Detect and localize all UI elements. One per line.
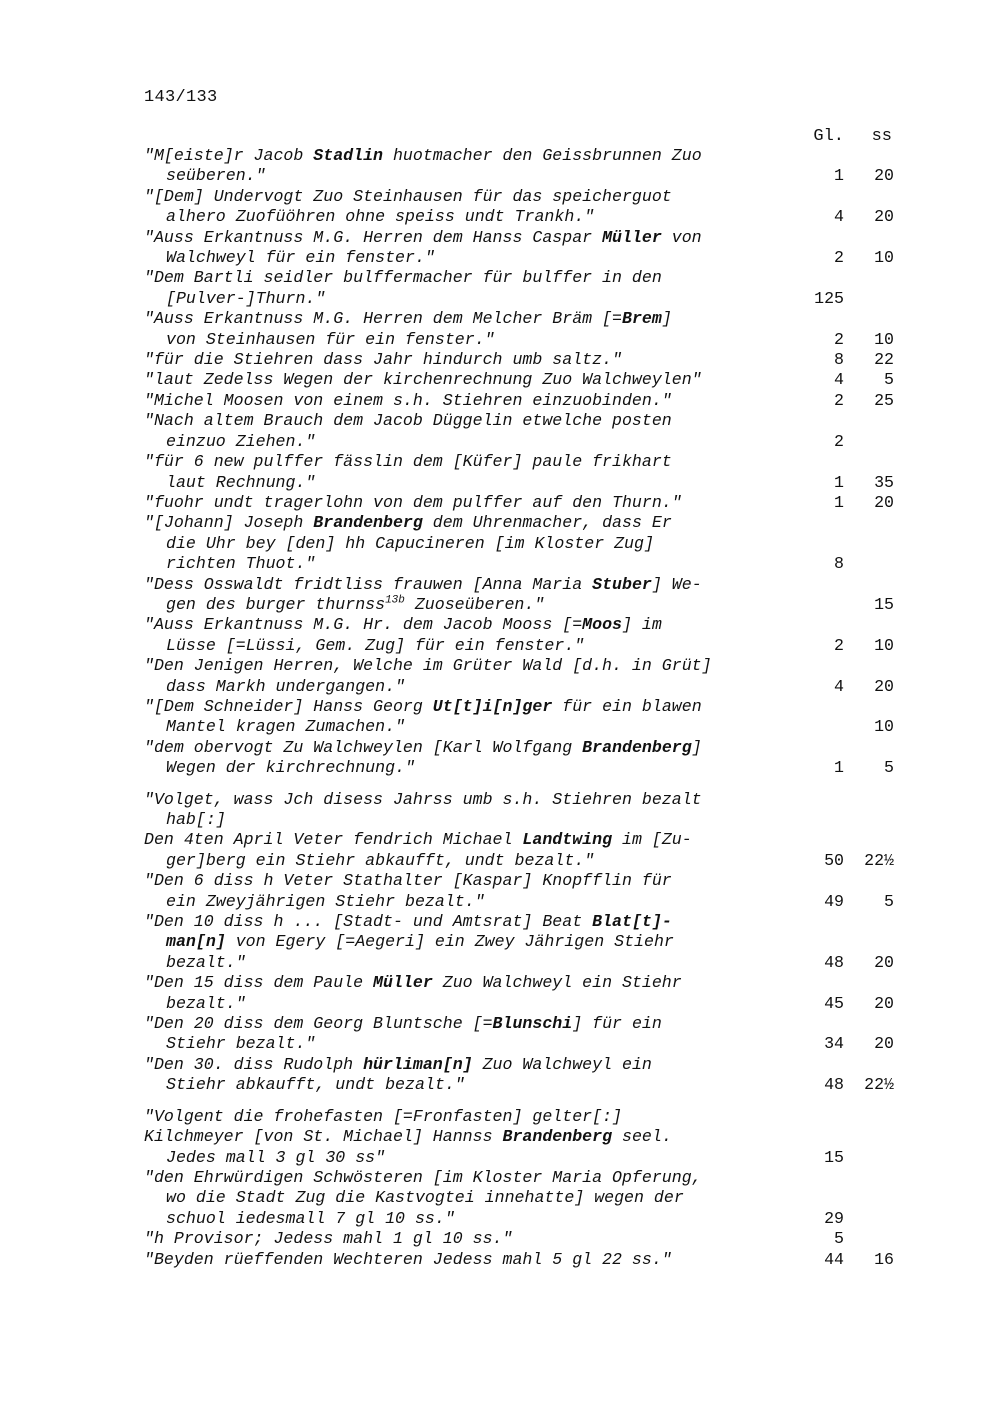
entry-text-part: "Dess Osswaldt fridtliss frauwen [Anna Maria xyxy=(144,574,593,594)
entry-line xyxy=(144,146,784,166)
amount-gulden: 29 xyxy=(824,1208,844,1228)
entry-text-part: Wegen der kirchrechnung." xyxy=(166,758,415,778)
entry-text-part: "den Ehrwürdigen Schwösteren [im Kloster Maria Opferung, xyxy=(144,1167,702,1187)
entry-line xyxy=(144,1250,784,1270)
surname: Stadlin xyxy=(313,146,384,165)
entry-text-part: "dem obervogt Zu Walchweylen [Karl Wolfgang xyxy=(144,737,583,757)
entry-text-part: "Volgent die frohefasten [=Fronfasten] gelter[:] xyxy=(144,1106,622,1126)
entry-text-part: "M[eiste]r Jacob xyxy=(144,146,314,165)
entry-text-part: "Michel Moosen von einem s.h. Stiehren einzuobinden." xyxy=(144,390,672,410)
entry-line xyxy=(144,851,784,871)
ledger-entry xyxy=(144,370,904,390)
ledger-entry xyxy=(144,973,904,1014)
surname: Müller xyxy=(602,227,662,247)
entry-text xyxy=(144,790,784,831)
entry-line xyxy=(144,871,784,891)
entry-text-part: "Den 10 diss h ... [Stadt- und Amtsrat] Beat xyxy=(144,912,593,932)
amount-gulden: 8 xyxy=(834,554,844,574)
ledger-entry xyxy=(144,615,904,656)
ledger-entry xyxy=(144,391,904,411)
entry-line xyxy=(144,758,784,778)
page-number: 143/133 xyxy=(144,88,218,107)
entry-text-part: Mantel kragen Zumachen." xyxy=(166,717,405,737)
ledger-entry xyxy=(144,738,904,779)
entry-line xyxy=(144,953,784,973)
entry-text-part: "Dem Bartli seidler bulffermacher für bulffer in den xyxy=(144,268,662,288)
amount-schilling: 22½ xyxy=(864,850,894,870)
entry-text xyxy=(144,452,784,493)
surname: Brem xyxy=(621,309,662,329)
entry-text xyxy=(144,697,784,738)
entry-text xyxy=(144,1014,784,1055)
entry-text-part: Jedes mall 3 gl 30 ss" xyxy=(166,1147,386,1167)
ledger-entry xyxy=(144,1168,904,1229)
entry-text-part: "für 6 new pulffer fässlin dem [Küfer] paule frikhart xyxy=(144,452,672,472)
entry-text-part: ] xyxy=(661,309,672,329)
entry-line xyxy=(144,370,784,390)
amount-gulden: 4 xyxy=(834,370,844,390)
entry-text-part: "[Dem Schneider] Hanss Georg xyxy=(144,696,433,716)
entry-text-part: seel. xyxy=(612,1127,672,1147)
entry-line xyxy=(144,207,784,227)
entry-line xyxy=(144,810,784,830)
entry-text-part: "für die Stiehren dass Jahr hindurch umb saltz." xyxy=(144,350,622,370)
amount-gulden: 2 xyxy=(834,329,844,349)
entry-text xyxy=(144,1107,784,1127)
ledger-entry xyxy=(144,268,904,309)
entry-text xyxy=(144,656,784,697)
entry-text-part: "Den 20 diss dem Georg Bluntsche [= xyxy=(144,1014,493,1034)
entry-line xyxy=(144,575,784,595)
ledger-entry xyxy=(144,452,904,493)
entry-line xyxy=(144,1127,784,1147)
entry-text xyxy=(144,1229,784,1249)
entry-line xyxy=(144,554,784,574)
entry-text-part: Stiehr abkaufft, undt bezalt." xyxy=(166,1075,465,1095)
entry-text xyxy=(144,1127,784,1168)
entry-line xyxy=(144,411,784,431)
entry-text-part: "Den Jenigen Herren, Welche im Grüter Wald [d.h. in Grüt] xyxy=(144,656,712,676)
surname: Moos xyxy=(582,615,622,635)
amount-gulden: 4 xyxy=(834,676,844,696)
entry-line xyxy=(144,1107,784,1127)
amount-schilling: 22½ xyxy=(864,1075,894,1095)
ledger-entries xyxy=(144,146,904,1270)
entry-text-part: hab[:] xyxy=(166,810,226,829)
amount-gulden: 1 xyxy=(834,472,844,492)
entry-line xyxy=(144,994,784,1014)
ledger-entry xyxy=(144,1055,904,1096)
entry-line xyxy=(144,248,784,268)
surname: Blunschi xyxy=(492,1014,573,1034)
surname: Brandenberg xyxy=(502,1127,613,1147)
entry-line xyxy=(144,1148,784,1168)
ledger-entry xyxy=(144,1107,904,1127)
surname: Brandenberg xyxy=(313,513,423,533)
entry-text-part: für ein blawen xyxy=(552,696,702,716)
amount-gulden: 48 xyxy=(824,1075,844,1095)
entry-line xyxy=(144,973,784,993)
entry-text-part: Stiehr bezalt." xyxy=(166,1034,316,1054)
entry-line xyxy=(144,656,784,676)
entry-line xyxy=(144,350,784,370)
entry-line xyxy=(144,432,784,452)
entry-text-part: Walchweyl für ein fenster." xyxy=(166,248,435,268)
entry-text-part: von Egery [=Aegeri] ein Zwey Jährigen Stiehr xyxy=(225,932,674,952)
entry-text-part: "Auss Erkantnuss M.G. Herren dem Hanss Caspar xyxy=(144,227,603,247)
entry-text-part: [Pulver-]Thurn." xyxy=(166,288,326,308)
entry-line xyxy=(144,309,784,329)
amount-gulden: 1 xyxy=(834,166,844,186)
amount-schilling: 20 xyxy=(874,166,894,186)
ledger-entry xyxy=(144,656,904,697)
entry-text-part: "laut Zedelss Wegen der kirchenrechnung Zuo Walchweylen" xyxy=(144,370,702,390)
entry-line xyxy=(144,1055,784,1075)
amount-schilling: 20 xyxy=(874,676,894,696)
entry-line xyxy=(144,391,784,411)
surname: Landtwing xyxy=(522,830,613,850)
entry-text-part: Kilchmeyer [von St. Michael] Hannss xyxy=(144,1127,503,1147)
ledger-entry xyxy=(144,187,904,228)
entry-text-part: "Nach altem Brauch dem Jacob Düggelin etwelche posten xyxy=(144,411,672,431)
entry-line xyxy=(144,1229,784,1249)
amount-schilling: 25 xyxy=(874,390,894,410)
entry-text-part: Lüsse [=Lüssi, Gem. Zug] für ein fenster." xyxy=(166,635,585,655)
ledger-entry xyxy=(144,697,904,738)
entry-line xyxy=(144,892,784,912)
entry-line xyxy=(144,473,784,493)
entry-text-part: dass Markh undergangen." xyxy=(166,676,405,696)
ledger-entry xyxy=(144,411,904,452)
ledger-entry xyxy=(144,871,904,912)
entry-text-part: ein Zweyjährigen Stiehr bezalt." xyxy=(166,891,485,911)
amount-schilling: 20 xyxy=(874,1034,894,1054)
entry-text xyxy=(144,370,784,390)
amount-schilling: 10 xyxy=(874,329,894,349)
entry-text xyxy=(144,513,784,574)
surname: Ut[t]i[n]ger xyxy=(432,696,553,716)
ledger-entry xyxy=(144,575,904,616)
entry-text-part: seüberen." xyxy=(166,166,266,186)
amount-schilling: 5 xyxy=(884,370,894,390)
entry-text-part: einzuo Ziehen." xyxy=(166,431,316,451)
entry-text xyxy=(144,146,784,187)
entry-line xyxy=(144,268,784,288)
ledger-entry xyxy=(144,1127,904,1168)
surname: hürliman[n] xyxy=(363,1054,473,1074)
ledger-entry xyxy=(144,912,904,973)
entry-text-part: wo die Stadt Zug die Kastvogtei innehatte] wegen der xyxy=(166,1188,684,1208)
ledger-entry xyxy=(144,350,904,370)
amount-schilling: 5 xyxy=(884,758,894,778)
amount-schilling: 20 xyxy=(874,492,894,512)
entry-text xyxy=(144,309,784,350)
entry-line xyxy=(144,1075,784,1095)
ledger-entry xyxy=(144,513,904,574)
amount-gulden: 2 xyxy=(834,390,844,410)
entry-text-part: Zuoseüberen." xyxy=(404,594,545,614)
entry-text xyxy=(144,871,784,912)
entry-text xyxy=(144,830,784,871)
entry-text-part: Zuo Walchweyl ein xyxy=(472,1054,652,1074)
entry-text-part: "[Dem] Undervogt Zuo Steinhausen für das speicherguot xyxy=(144,186,672,206)
amount-schilling: 5 xyxy=(884,891,894,911)
amount-gulden: 2 xyxy=(834,635,844,655)
entry-text-part: "Auss Erkantnuss M.G. Hr. dem Jacob Mooss [= xyxy=(144,615,583,635)
ledger-entry xyxy=(144,309,904,350)
entry-text-part: bezalt." xyxy=(166,993,246,1013)
amount-schilling: 20 xyxy=(874,207,894,227)
entry-text-part: "Beyden rüeffenden Wechteren Jedess mahl 5 gl 22 ss." xyxy=(144,1249,672,1269)
entry-line xyxy=(144,534,784,554)
entry-text-part: ] für ein xyxy=(572,1014,662,1034)
ledger-entry xyxy=(144,830,904,871)
entry-line xyxy=(144,1034,784,1054)
surname: Müller xyxy=(373,973,433,993)
entry-text xyxy=(144,411,784,452)
entry-text xyxy=(144,1168,784,1229)
amount-schilling: 22 xyxy=(874,350,894,370)
entry-text-part: im [Zu- xyxy=(612,830,692,850)
entry-text xyxy=(144,575,784,616)
entry-text xyxy=(144,1055,784,1096)
entry-text xyxy=(144,187,784,228)
entry-line xyxy=(144,912,784,932)
entry-line xyxy=(144,717,784,737)
entry-line xyxy=(144,1188,784,1208)
amount-schilling: 35 xyxy=(874,472,894,492)
entry-text-part: die Uhr bey [den] hh Capucineren [im Kloster Zug] xyxy=(166,533,654,553)
entry-text xyxy=(144,738,784,779)
entry-line xyxy=(144,1168,784,1188)
amount-schilling: 10 xyxy=(874,635,894,655)
entry-text xyxy=(144,350,784,370)
amount-gulden: 45 xyxy=(824,993,844,1013)
ledger-entry xyxy=(144,790,904,831)
amount-gulden: 5 xyxy=(834,1229,844,1249)
entry-text xyxy=(144,973,784,1014)
amount-gulden: 48 xyxy=(824,952,844,972)
ledger-entry xyxy=(144,1014,904,1055)
entry-line xyxy=(144,493,784,513)
entry-line xyxy=(144,166,784,186)
entry-line xyxy=(144,615,784,635)
column-header-gulden: Gl. xyxy=(813,127,844,146)
entry-text-part: "fuohr undt tragerlohn von dem pulffer auf den Thurn." xyxy=(144,492,682,512)
entry-text xyxy=(144,1250,784,1270)
entry-line xyxy=(144,330,784,350)
surname: Brandenberg xyxy=(582,737,692,757)
entry-line xyxy=(144,595,784,615)
surname: man[n] xyxy=(166,932,226,952)
entry-text-part: "Den 15 diss dem Paule xyxy=(144,973,374,993)
amount-gulden: 44 xyxy=(824,1249,844,1269)
amount-gulden: 1 xyxy=(834,492,844,512)
entry-line xyxy=(144,228,784,248)
entry-line xyxy=(144,636,784,656)
entry-line xyxy=(144,830,784,850)
footnote-marker: 13b xyxy=(385,594,405,607)
surname: Stuber xyxy=(592,574,652,594)
entry-text-part: "Den 30. diss Rudolph xyxy=(144,1054,364,1074)
amount-schilling: 16 xyxy=(874,1249,894,1269)
amount-gulden: 125 xyxy=(814,288,844,308)
entry-text-part: ] We- xyxy=(651,574,702,594)
amount-gulden: 1 xyxy=(834,758,844,778)
ledger-entry xyxy=(144,1229,904,1249)
ledger-entry xyxy=(144,228,904,269)
entry-line xyxy=(144,1209,784,1229)
entry-text-part: "Den 6 diss h Veter Stathalter [Kaspar] Knopfflin für xyxy=(144,871,672,891)
amount-schilling: 10 xyxy=(874,248,894,268)
amount-schilling: 20 xyxy=(874,993,894,1013)
entry-line xyxy=(144,1014,784,1034)
entry-text xyxy=(144,493,784,513)
entry-line xyxy=(144,738,784,758)
amount-gulden: 50 xyxy=(824,850,844,870)
entry-text-part: schuol iedesmall 7 gl 10 ss." xyxy=(166,1208,455,1228)
entry-text-part: von Steinhausen für ein fenster." xyxy=(166,329,495,349)
entry-text-part: Den 4ten April Veter fendrich Michael xyxy=(144,830,523,850)
amount-gulden: 2 xyxy=(834,431,844,451)
entry-text xyxy=(144,391,784,411)
section-gap xyxy=(144,1096,904,1107)
entry-text-part: "[Johann] Joseph xyxy=(144,513,314,533)
entry-text xyxy=(144,268,784,309)
amount-gulden: 2 xyxy=(834,248,844,268)
entry-text-part: ger]berg ein Stiehr abkaufft, undt bezalt." xyxy=(166,850,595,870)
ledger-entry xyxy=(144,146,904,187)
amount-gulden: 4 xyxy=(834,207,844,227)
amount-schilling: 10 xyxy=(874,717,894,737)
entry-text-part: gen des burger thurnss xyxy=(166,594,386,614)
entry-line xyxy=(144,697,784,717)
entry-line xyxy=(144,932,784,952)
entry-text-part: ] im xyxy=(622,615,662,635)
entry-line xyxy=(144,289,784,309)
entry-line xyxy=(144,790,784,810)
entry-text-part: von xyxy=(661,227,702,247)
entry-text-part: Zuo Walchweyl ein Stiehr xyxy=(432,973,682,993)
entry-text-part: bezalt." xyxy=(166,952,246,972)
entry-line xyxy=(144,513,784,533)
entry-text xyxy=(144,615,784,656)
entry-line xyxy=(144,677,784,697)
amount-schilling: 20 xyxy=(874,952,894,972)
amount-gulden: 49 xyxy=(824,891,844,911)
ledger-entry xyxy=(144,1250,904,1270)
entry-line xyxy=(144,452,784,472)
ledger-entry xyxy=(144,493,904,513)
entry-text xyxy=(144,228,784,269)
amount-gulden: 34 xyxy=(824,1034,844,1054)
entry-text-part: "Volget, wass Jch disess Jahrss umb s.h. Stiehren bezalt xyxy=(144,789,702,809)
entry-text xyxy=(144,912,784,973)
entry-text-part: "Auss Erkantnuss M.G. Herren dem Melcher Bräm [= xyxy=(144,309,622,329)
entry-text-part: "h Provisor; Jedess mahl 1 gl 10 ss." xyxy=(144,1229,513,1249)
amount-gulden: 15 xyxy=(824,1147,844,1167)
entry-line xyxy=(144,187,784,207)
entry-text-part: laut Rechnung." xyxy=(166,472,316,492)
section-gap xyxy=(144,779,904,790)
surname: Blat[t]- xyxy=(592,912,672,932)
entry-text-part: richten Thuot." xyxy=(166,554,316,574)
amount-gulden: 8 xyxy=(834,350,844,370)
amount-schilling: 15 xyxy=(874,594,894,614)
entry-text-part: huotmacher den Geissbrunnen Zuo xyxy=(383,146,702,165)
entry-text-part: ] xyxy=(691,737,702,757)
column-header-schilling: ss xyxy=(871,127,892,146)
entry-text-part: dem Uhrenmacher, dass Er xyxy=(422,513,672,533)
entry-text-part: alhero Zuofüöhren ohne speiss undt Trankh." xyxy=(166,207,595,227)
